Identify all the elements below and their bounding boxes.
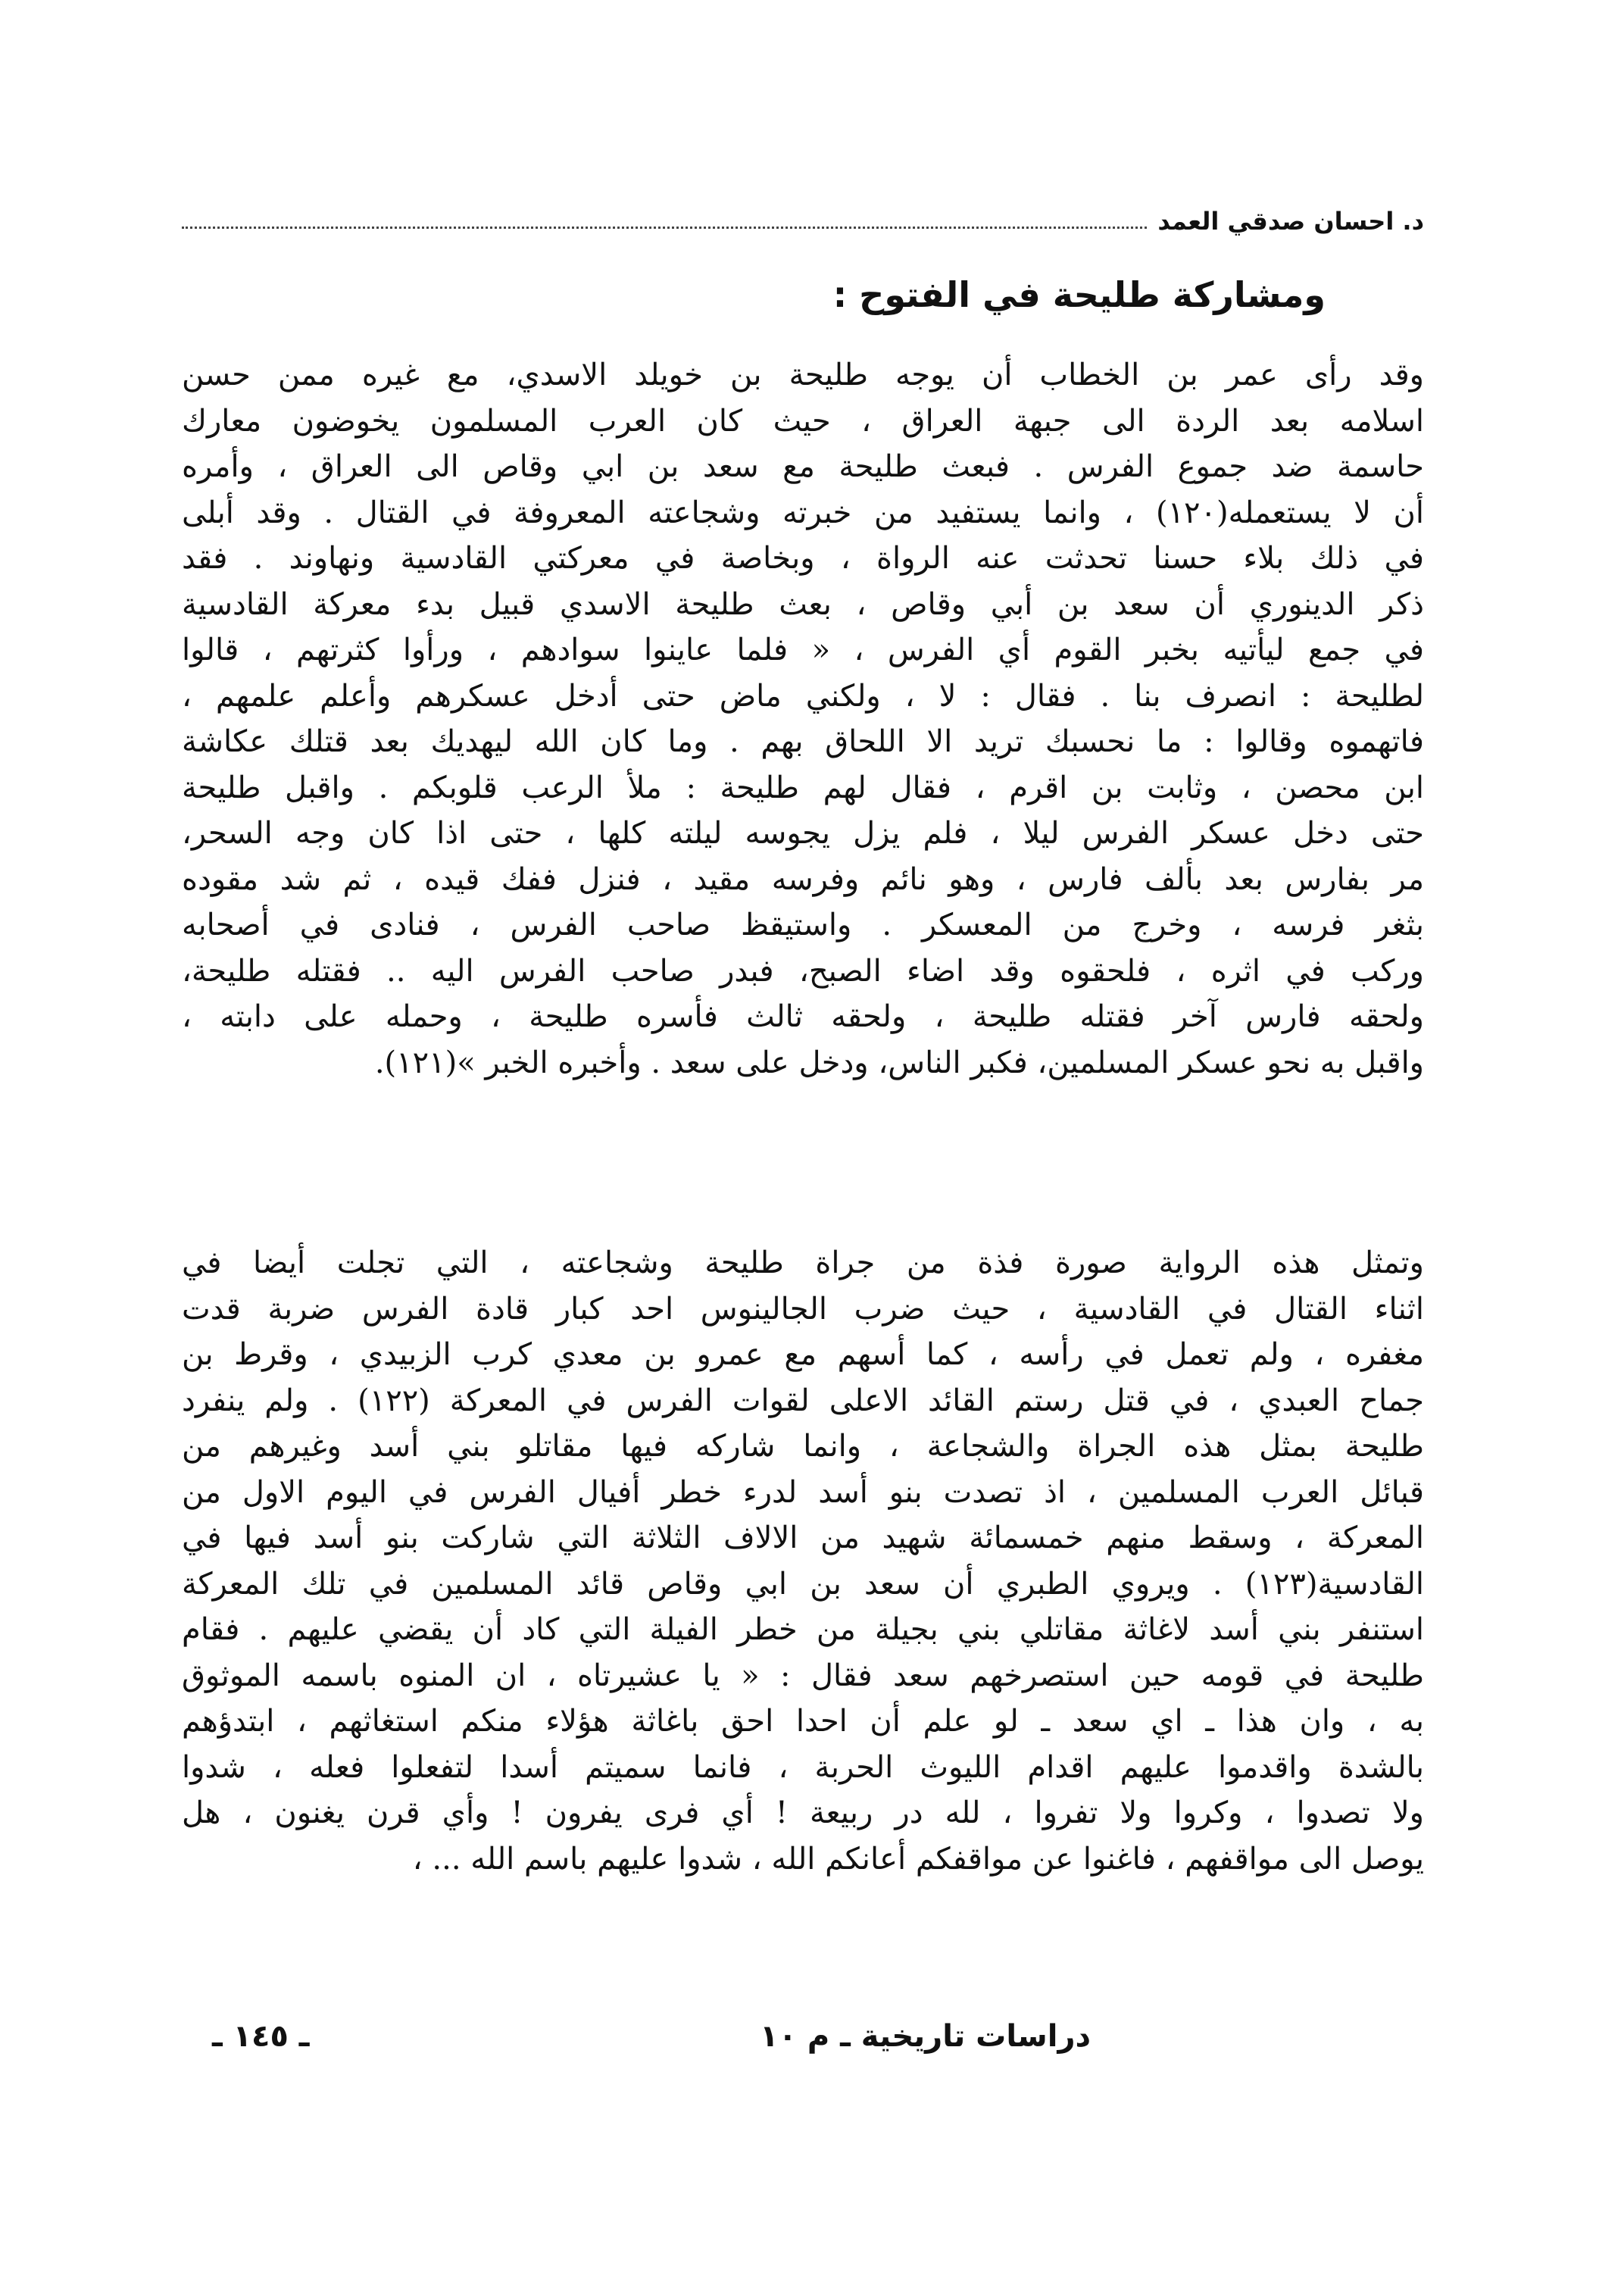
paragraph-line: ولا تصدوا ، وكروا ولا تفروا ، لله در ربيعة ! أي فرى يفرون ! وأي قرن يغنون ، هل bbox=[182, 1796, 1424, 1830]
paragraph-1 bbox=[182, 352, 1424, 1086]
paragraph-line: يوصل الى مواقفهم ، فاغنوا عن مواقفكم أعانكم الله ، شدوا عليهم باسم الله ... ، bbox=[412, 1841, 1424, 1877]
paragraph-2 bbox=[182, 1240, 1424, 1882]
paragraph-line: حاسمة ضد جموع الفرس . فبعث طليحة مع سعد بن ابي وقاص الى العراق ، وأمره bbox=[182, 449, 1424, 484]
paragraph-line: اثناء القتال في القادسية ، حيث ضرب الجالينوس احد كبار قادة الفرس ضربة قدت bbox=[182, 1291, 1424, 1327]
paragraph-line: استنفر بني أسد لاغاثة مقاتلي بني بجيلة من خطر الفيلة التي كاد أن يقضي عليهم . فقام bbox=[182, 1612, 1424, 1647]
paragraph-line: به ، وان هذا ـ اي سعد ـ لو علم أن احدا احق باغاثة هؤلاء منكم استغاثهم ، ابتدؤهم bbox=[182, 1704, 1424, 1739]
footer-book-title: دراسات تاريخية ـ م ١٠ bbox=[760, 2019, 1091, 2054]
paragraph-line: قبائل العرب المسلمين ، اذ تصدت بنو أسد لدرء خطر أفيال الفرس في اليوم الاول من bbox=[182, 1474, 1424, 1510]
header-author: د. احسان صدقي العمد bbox=[1157, 207, 1424, 236]
paragraph-line: ابن محصن ، وثابت بن اقرم ، فقال لهم طليحة : ملأ الرعب قلوبكم . واقبل طليحة bbox=[182, 770, 1424, 805]
paragraph-line: وتمثل هذه الرواية صورة فذة من جراة طليحة وشجاعته ، التي تجلت أيضا في bbox=[182, 1245, 1424, 1280]
paragraph-line: حتى دخل عسكر الفرس ليلا ، فلم يزل يجوسه ليلته كلها ، حتى اذا كان وجه السحر، bbox=[182, 816, 1424, 851]
running-header bbox=[182, 198, 1424, 244]
paragraph-line: جماح العبدي ، في قتل رستم القائد الاعلى لقوات الفرس في المعركة (١٢٢) . ولم ينفرد bbox=[182, 1383, 1424, 1418]
paragraph-line: واقبل به نحو عسكر المسلمين، فكبر الناس، ودخل على سعد . وأخبره الخبر »(١٢١). bbox=[374, 1045, 1424, 1080]
section-title: ومشاركة طليحة في الفتوح : bbox=[832, 274, 1326, 315]
paragraph-line: لطليحة : انصرف بنا . فقال : لا ، ولكني ماض حتى أدخل عسكرهم وأعلم علمهم ، bbox=[182, 678, 1424, 714]
paragraph-line: مر بفارس بعد بألف فارس ، وهو نائم وفرسه مقيد ، فنزل ففك قيده ، ثم شد مقوده bbox=[182, 861, 1424, 897]
paragraph-line: ذكر الدينوري أن سعد بن أبي وقاص ، بعث طليحة الاسدي قبيل بدء معركة القادسية bbox=[182, 586, 1424, 622]
paragraph-line: وقد رأى عمر بن الخطاب أن يوجه طليحة بن خويلد الاسدي، مع غيره ممن حسن bbox=[182, 358, 1424, 392]
page-footer bbox=[212, 2014, 1091, 2059]
paragraph-line: المعركة ، وسقط منهم خمسمائة شهيد من الالاف الثلاثة التي شاركت بنو أسد فيها في bbox=[182, 1520, 1424, 1555]
paragraph-line: القادسية(١٢٣) . ويروي الطبري أن سعد بن ابي وقاص قائد المسلمين في تلك المعركة bbox=[182, 1566, 1424, 1602]
paragraph-line: في جمع ليأتيه بخبر القوم أي الفرس ، « فلما عاينوا سوادهم ، ورأوا كثرتهم ، قالوا bbox=[182, 633, 1424, 667]
paragraph-line: اسلامه بعد الردة الى جبهة العراق ، حيث كان العرب المسلمون يخوضون معارك bbox=[182, 403, 1424, 439]
paragraph-line: وركب في اثره ، فلحقوه وقد اضاء الصبح، فبدر صاحب الفرس اليه .. فقتله طليحة، bbox=[182, 953, 1424, 989]
paragraph-line: طليحة في قومه حين استصرخهم سعد فقال : « يا عشيرتاه ، ان المنوه باسمه الموثوق bbox=[182, 1658, 1424, 1693]
footer-page-number: ـ ١٤٥ ـ bbox=[212, 2019, 310, 2054]
paragraph-line: في ذلك بلاء حسنا تحدثت عنه الرواة ، وبخاصة في معركتي القادسية ونهاوند . فقد bbox=[182, 541, 1424, 576]
paragraph-line: طليحة بمثل هذه الجراة والشجاعة ، وانما شاركه فيها مقاتلو بني أسد وغيرهم من bbox=[182, 1429, 1424, 1464]
paragraph-line: أن لا يستعمله(١٢٠) ، وانما يستفيد من خبرته وشجاعته المعروفة في القتال . وقد أبلى bbox=[182, 495, 1424, 530]
paragraph-line: بثغر فرسه ، وخرج من المعسكر . واستيقظ صاحب الفرس ، فنادى في أصحابه bbox=[182, 908, 1424, 942]
paragraph-line: ولحقه فارس آخر فقتله طليحة ، ولحقه ثالث فأسره طليحة ، وحمله على دابته ، bbox=[182, 999, 1424, 1034]
paragraph-line: بالشدة واقدموا عليهم اقدام الليوث الحربة ، فانما سميتم أسدا لتفعلوا فعله ، شدوا bbox=[182, 1749, 1424, 1785]
header-dot-leader bbox=[182, 227, 1147, 229]
paragraph-line: فاتهموه وقالوا : ما نحسبك تريد الا اللحاق بهم . وما كان الله ليهديك بعد قتلك عكاشة bbox=[182, 724, 1424, 759]
paragraph-line: مغفره ، ولم تعمل في رأسه ، كما أسهم مع عمرو بن معدي كرب الزبيدي ، وقرط بن bbox=[182, 1337, 1424, 1372]
